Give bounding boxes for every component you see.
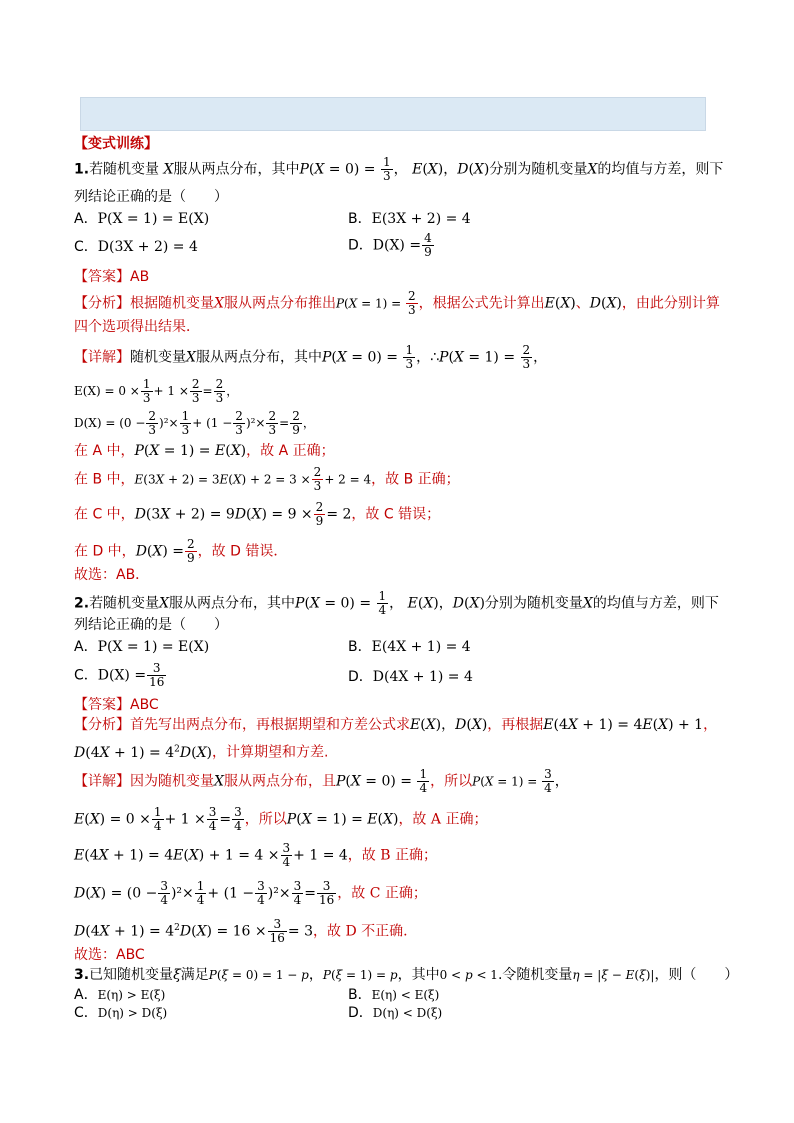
q3-stem: 3.已知随机变量ξ满足P(ξ = 0) = 1 − p，P(ξ = 1) = p，其中0 < p < 1.令随机变量η = |ξ − E(ξ)|，则（ ）: [74, 967, 739, 983]
q1-choose: 故选：AB．: [74, 567, 150, 583]
q2-expectation: E(X) = 0 × $\frac{1}{4}$ + 1 × $\frac{3}{4}$ = $\frac{3}{4}$ ，所以P(X = 1) = E(X)，故 A 正确；: [74, 805, 488, 833]
q2-choose: 故选：ABC: [74, 947, 145, 963]
q2-analysis: 【分析】首先写出两点分布，再根据期望和方差公式求E(X)，D(X)，再根据E(4X + 1) = 4E(X) + 1，: [74, 717, 718, 733]
q2-option-a[interactable]: A．P(X = 1) = E(X): [74, 639, 210, 655]
q1-option-c[interactable]: C．D(3X + 2) = 4: [74, 239, 198, 255]
q2-option-b[interactable]: B．E(4X + 1) = 4: [348, 639, 471, 655]
q1-case-c: 在 C 中，D(3X + 2) = 9D(X) = 9 × $\frac{2}{9}$ = 2，故 C 错误；: [74, 500, 441, 528]
q2-stem: 2.若随机变量X服从两点分布，其中P(X = 0) = $\frac{1}{4}$ ， E(X)，D(X)分别为随机变量X的均值与方差，则下: [74, 589, 719, 617]
q2-answer: 【答案】ABC: [74, 697, 159, 713]
q3-option-d[interactable]: D．D(η) < D(ξ): [348, 1005, 443, 1021]
q2-number: 2.: [74, 595, 90, 612]
q1-detail: 【详解】随机变量X服从两点分布，其中P(X = 0) = $\frac{1}{3}$ ，∴P(X = 1) = $\frac{2}{3}$ ，: [74, 343, 548, 371]
q1-option-b[interactable]: B．E(3X + 2) = 4: [348, 211, 471, 227]
q3-option-a[interactable]: A．E(η) > E(ξ): [74, 987, 166, 1003]
q1-stem-line2: 列结论正确的是（ ）: [74, 189, 228, 205]
q2-analysis-line2: $D(4X + 1) = 4^2D(X)$，计算期望和方差.: [74, 744, 329, 761]
q1-variance: D(X) = (0 − $\frac{2}{3}$ )²× $\frac{1}{3}$ + (1 − $\frac{2}{3}$ )²× $\frac{2}{3}$ = $\frac{2}{9}$ ，: [74, 409, 315, 437]
q2-case-d: $D(4X + 1) = 4^2D(X) = 16$ × $\frac{3}{16}$ = 3，故 D 不正确.: [74, 917, 408, 945]
q2-option-c[interactable]: C．D(X) = $\frac{3}{16}$: [74, 661, 165, 689]
section-title: 【变式训练】: [74, 136, 158, 152]
q2-stem-line2: 列结论正确的是（ ）: [74, 617, 228, 633]
q3-number: 3.: [74, 967, 90, 983]
q1-stem: 1.若随机变量 X服从两点分布，其中P(X = 0) = $\frac{1}{3}$ ， E(X)，D(X)分别为随机变量X的均值与方差，则下: [74, 155, 724, 183]
q3-option-b[interactable]: B．E(η) < E(ξ): [348, 987, 440, 1003]
q2-case-c: D(X) = (0 − $\frac{3}{4}$ )²× $\frac{1}{4}$ + (1 − $\frac{3}{4}$ )²× $\frac{3}{4}$ = $\frac{3}{16}$ ，故 C 正确；: [74, 879, 427, 907]
q1-case-d: 在 D 中，D(X) = $\frac{2}{9}$ ，故 D 错误．: [74, 537, 288, 565]
q1-number: 1.: [74, 161, 90, 178]
section-banner: [80, 97, 706, 131]
q2-option-d[interactable]: D．D(4X + 1) = 4: [348, 669, 473, 685]
q1-answer: 【答案】AB: [74, 269, 150, 285]
q2-detail: 【详解】因为随机变量X服从两点分布，且P(X = 0) = $\frac{1}{4}$ ，所以P(X = 1) = $\frac{3}{4}$ ，: [74, 767, 569, 795]
q1-case-b: 在 B 中，E(3X + 2) = 3E(X) + 2 = 3 × $\frac{2}{3}$ + 2 = 4，故 B 正确；: [74, 465, 460, 493]
q3-option-c[interactable]: C．D(η) > D(ξ): [74, 1005, 168, 1021]
q1-option-d[interactable]: D．D(X) = $\frac{4}{9}$: [348, 231, 432, 259]
q1-analysis-line2: 四个选项得出结果．: [74, 319, 200, 335]
q1-case-a: 在 A 中，P(X = 1) = E(X)，故 A 正确；: [74, 443, 335, 459]
q1-expectation: E(X) = 0 × $\frac{1}{3}$ + 1 × $\frac{2}{3}$ = $\frac{2}{3}$ ，: [74, 377, 239, 405]
q1-option-a[interactable]: A．P(X = 1) = E(X): [74, 211, 210, 227]
q1-analysis: 【分析】根据随机变量X服从两点分布推出P(X = 1) = $\frac{2}{3}$ ，根据公式先计算出E(X)、D(X)，由此分别计算: [74, 289, 720, 317]
q2-case-b: E(4X + 1) = 4E(X) + 1 = 4 × $\frac{3}{4}$ + 1 = 4，故 B 正确；: [74, 841, 437, 869]
